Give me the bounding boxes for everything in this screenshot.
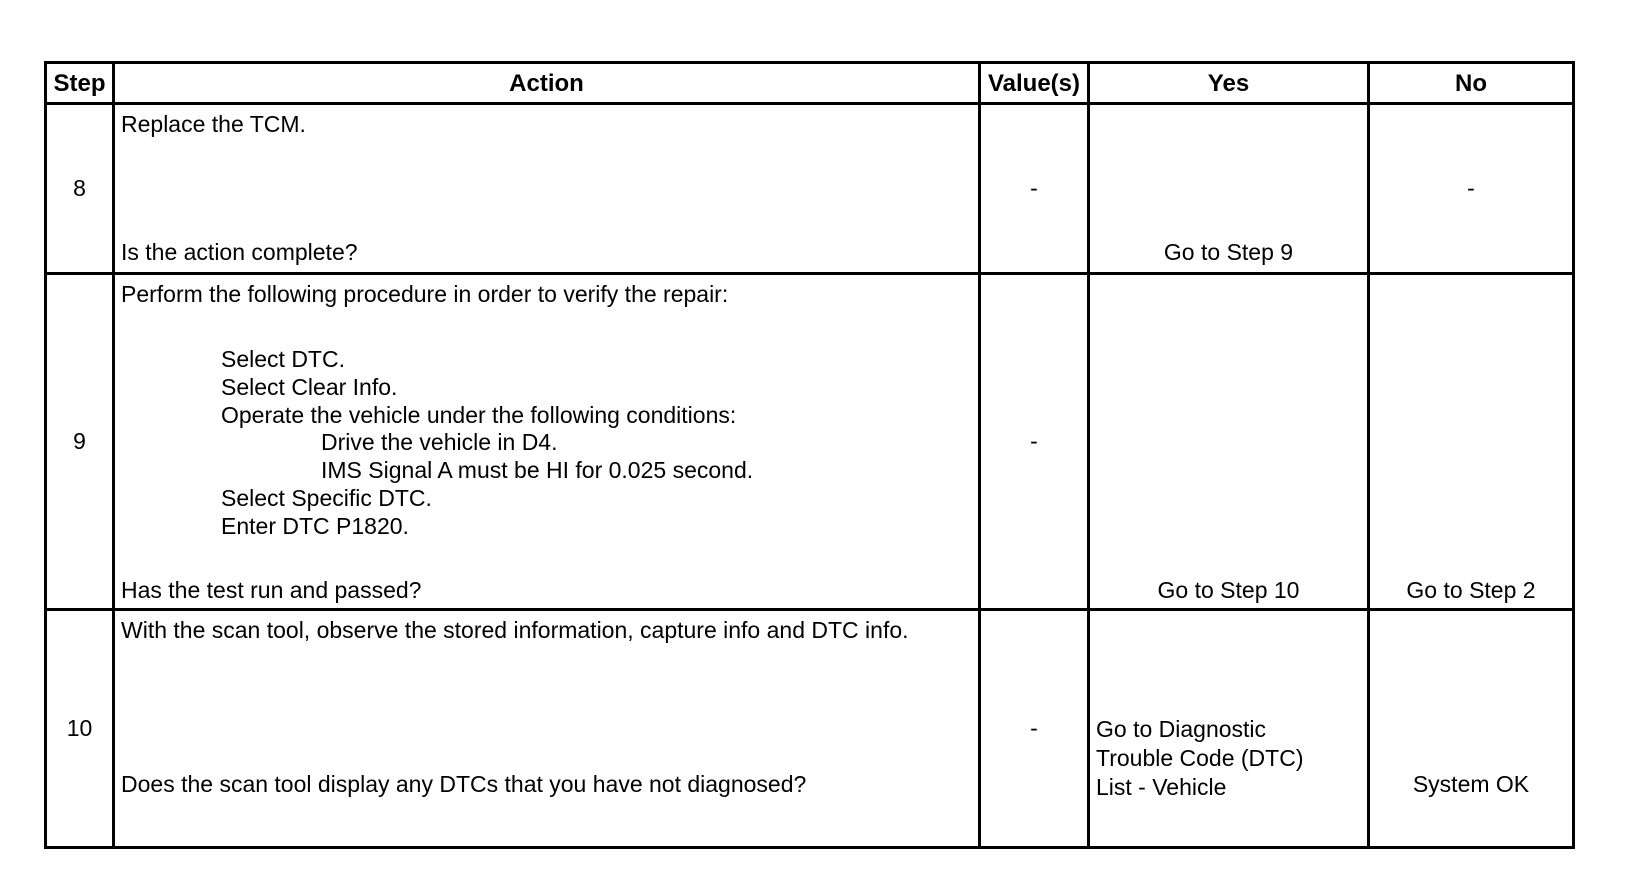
substep-nested: IMS Signal A must be HI for 0.025 second.: [321, 457, 754, 483]
yes-link: Go to Step 10: [1157, 577, 1300, 603]
table-row-yes-10: [1090, 611, 1370, 846]
table-row-step-9: 9: [47, 275, 115, 611]
table-row-values-10: -: [981, 611, 1090, 846]
action-intro: With the scan tool, observe the stored information, capture info and DTC info.: [121, 617, 909, 643]
header-yes: Yes: [1090, 64, 1370, 105]
substep-nested: Drive the vehicle in D4.: [321, 429, 558, 455]
table-row-no-9: [1370, 275, 1572, 611]
table-row-action-9: [115, 275, 981, 611]
table-row-step-8: 8: [47, 105, 115, 275]
header-values: Value(s): [981, 64, 1090, 105]
table-row-values-8: -: [981, 105, 1090, 275]
substep: Operate the vehicle under the following conditions:: [221, 402, 737, 428]
table-row-no-8: -: [1370, 105, 1572, 275]
table-row-yes-8: [1090, 105, 1370, 275]
substep: Enter DTC P1820.: [221, 513, 409, 539]
action-question: Does the scan tool display any DTCs that you have not diagnosed?: [121, 771, 807, 797]
table-row-values-9: -: [981, 275, 1090, 611]
header-step: Step: [47, 64, 115, 105]
table-row-action-8: [115, 105, 981, 275]
header-action: Action: [115, 64, 981, 105]
substep: Select Clear Info.: [221, 374, 398, 400]
diagnostic-table: [44, 61, 1575, 849]
yes-link: Go to Step 9: [1163, 239, 1294, 265]
no-link: System OK: [1412, 771, 1530, 797]
substep: Select DTC.: [221, 346, 345, 372]
yes-link: Go to Diagnostic Trouble Code (DTC) List - Vehicle: [1096, 716, 1304, 800]
table-row-no-10: [1370, 611, 1572, 846]
action-intro: Replace the TCM.: [121, 111, 306, 137]
no-link: Go to Step 2: [1406, 577, 1536, 603]
action-intro: Perform the following procedure in order to verify the repair:: [121, 281, 729, 307]
action-question: Is the action complete?: [121, 239, 358, 265]
substep: Select Specific DTC.: [221, 485, 432, 511]
table-row-action-10: [115, 611, 981, 846]
header-no: No: [1370, 64, 1572, 105]
table-row-step-10: 10: [47, 611, 115, 846]
table-row-yes-9: [1090, 275, 1370, 611]
action-question: Has the test run and passed?: [121, 577, 422, 603]
